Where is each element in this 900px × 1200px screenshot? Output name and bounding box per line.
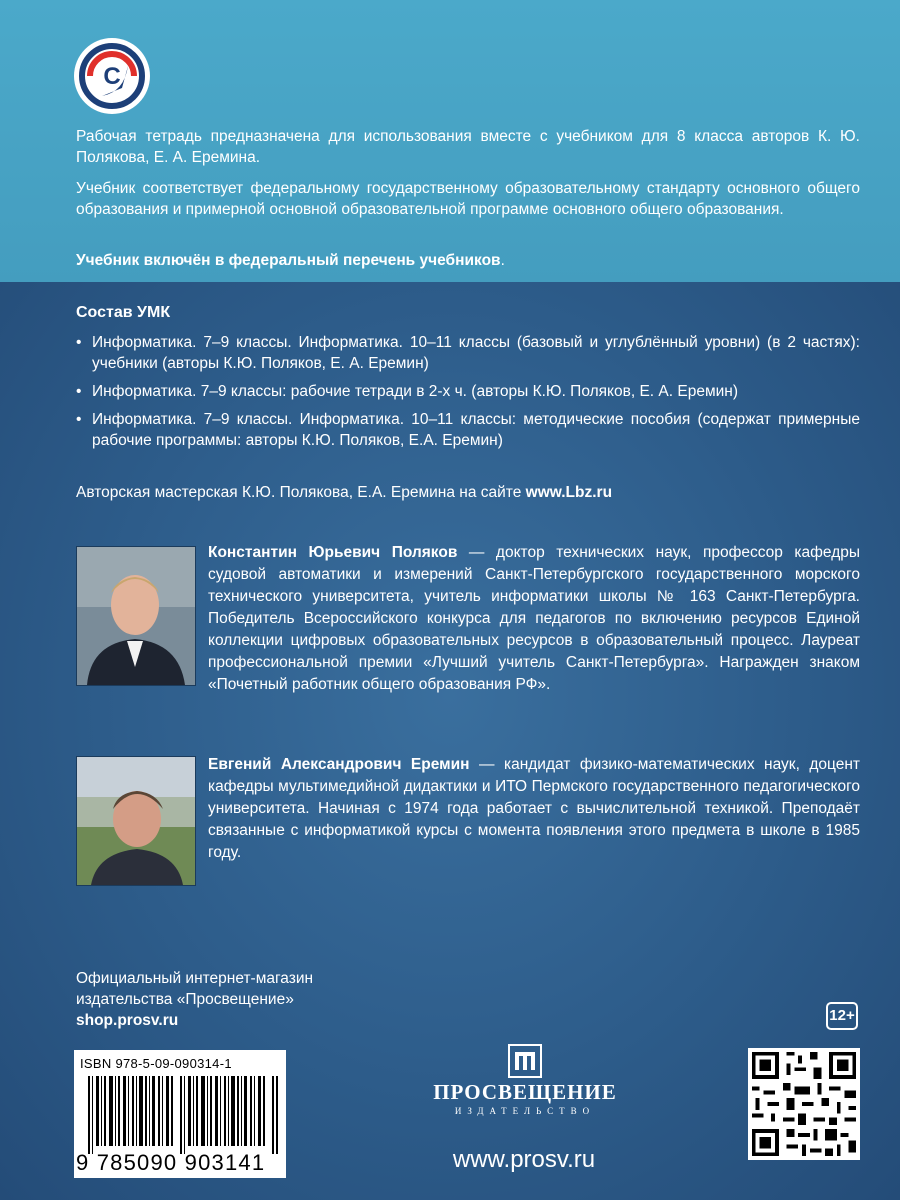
shop-info [76,968,313,1031]
umk-title: Состав УМК [76,304,171,321]
federal-list-period: . [500,252,505,269]
author-name: Евгений Александрович Еремин [208,756,470,773]
author-bio-text: — кандидат физико-математических наук, доцент кафедры мультимедийной дидактики и ИТО Пермского государственного педагогического университета. Начиная с 1974 года работает с вычислительной техникой. Преподаёт связанные с информатикой курсы с момента появления этого предмета в школе в 1985 году. [208,756,860,861]
author-photo-eremin [76,756,196,886]
portrait-image-icon [77,547,195,685]
intro-paragraph-2: Учебник соответствует федеральному государственному образовательному стандарту основного общего образования и примерной основной образовательной программе основного общего образования. [76,180,860,218]
qr-code-icon[interactable] [748,1048,860,1160]
publisher-subtitle: ИЗДАТЕЛЬСТВО [454,1106,596,1116]
shop-link[interactable]: shop.prosv.ru [76,1012,179,1029]
age-rating-badge: 12+ [826,1002,858,1030]
series-logo-icon [72,36,152,116]
publisher-url[interactable]: www.prosv.ru [452,1146,596,1173]
publisher-name: ПРОСВЕЩЕНИЕ [433,1080,617,1104]
author-bio-text: — доктор технических наук, профессор кафедры судовой автоматики и измерений Санкт-Петербургского государственного морского технического университета, учитель информатики школы № 163 Санкт-Петербурга. Победитель Всероссийского конкурса для педагогов по включению ресурсов Единой коллекции цифровых образовательных ресурсов в образовательный процесс. Лауреат профессиональной премии «Лучший учитель Санкт-Петербурга». Награжден знаком «Почетный работник общего образования РФ». [208,544,860,693]
intro-paragraph-1: Рабочая тетрадь предназначена для использования вместе с учебником для 8 класса авторов К. Ю. Полякова, Е. А. Еремина. [76,128,860,166]
umk-item: • Информатика. 7–9 классы. Информатика. 10–11 классы: методические пособия (содержат примерные рабочие программы: авторы К.Ю. Поляков, Е.А. Еремин) [76,409,860,451]
isbn-label: ISBN 978-5-09-090314-1 [80,1056,232,1071]
umk-item: • Информатика. 7–9 классы. Информатика. 10–11 классы (базовый и углублённый уровни) (в 2 частях): учебники (авторы К.Ю. Поляков, Е. А. Еремин) [76,332,860,374]
intro-paragraph-3 [76,250,860,271]
shop-line-2: издательства «Просвещение» [76,991,294,1008]
author-photo-polyakov [76,546,196,686]
author-workshop-line [76,482,612,503]
shop-line-1: Официальный интернет-магазин [76,970,314,987]
barcode-digits: 9 785090 903141 [76,1150,266,1175]
publisher-block [420,1044,630,1116]
publisher-emblem-icon [508,1044,542,1078]
federal-list-statement: Учебник включён в федеральный перечень учебников [76,252,501,269]
umk-list [76,332,860,458]
author-workshop-text: Авторская мастерская К.Ю. Полякова, Е.А. Еремина на сайте [76,484,526,501]
isbn-barcode-box [74,1050,286,1178]
portrait-image-icon [77,757,195,885]
umk-item: • Информатика. 7–9 классы: рабочие тетради в 2-х ч. (авторы К.Ю. Поляков, Е. А. Еремин) [76,381,860,402]
barcode-icon [88,1076,278,1154]
svg-text:С: С [103,63,121,90]
author-bio-eremin [208,754,860,864]
author-name: Константин Юрьевич Поляков [208,544,458,561]
lbz-link[interactable]: www.Lbz.ru [525,484,613,501]
author-bio-polyakov [208,542,860,696]
